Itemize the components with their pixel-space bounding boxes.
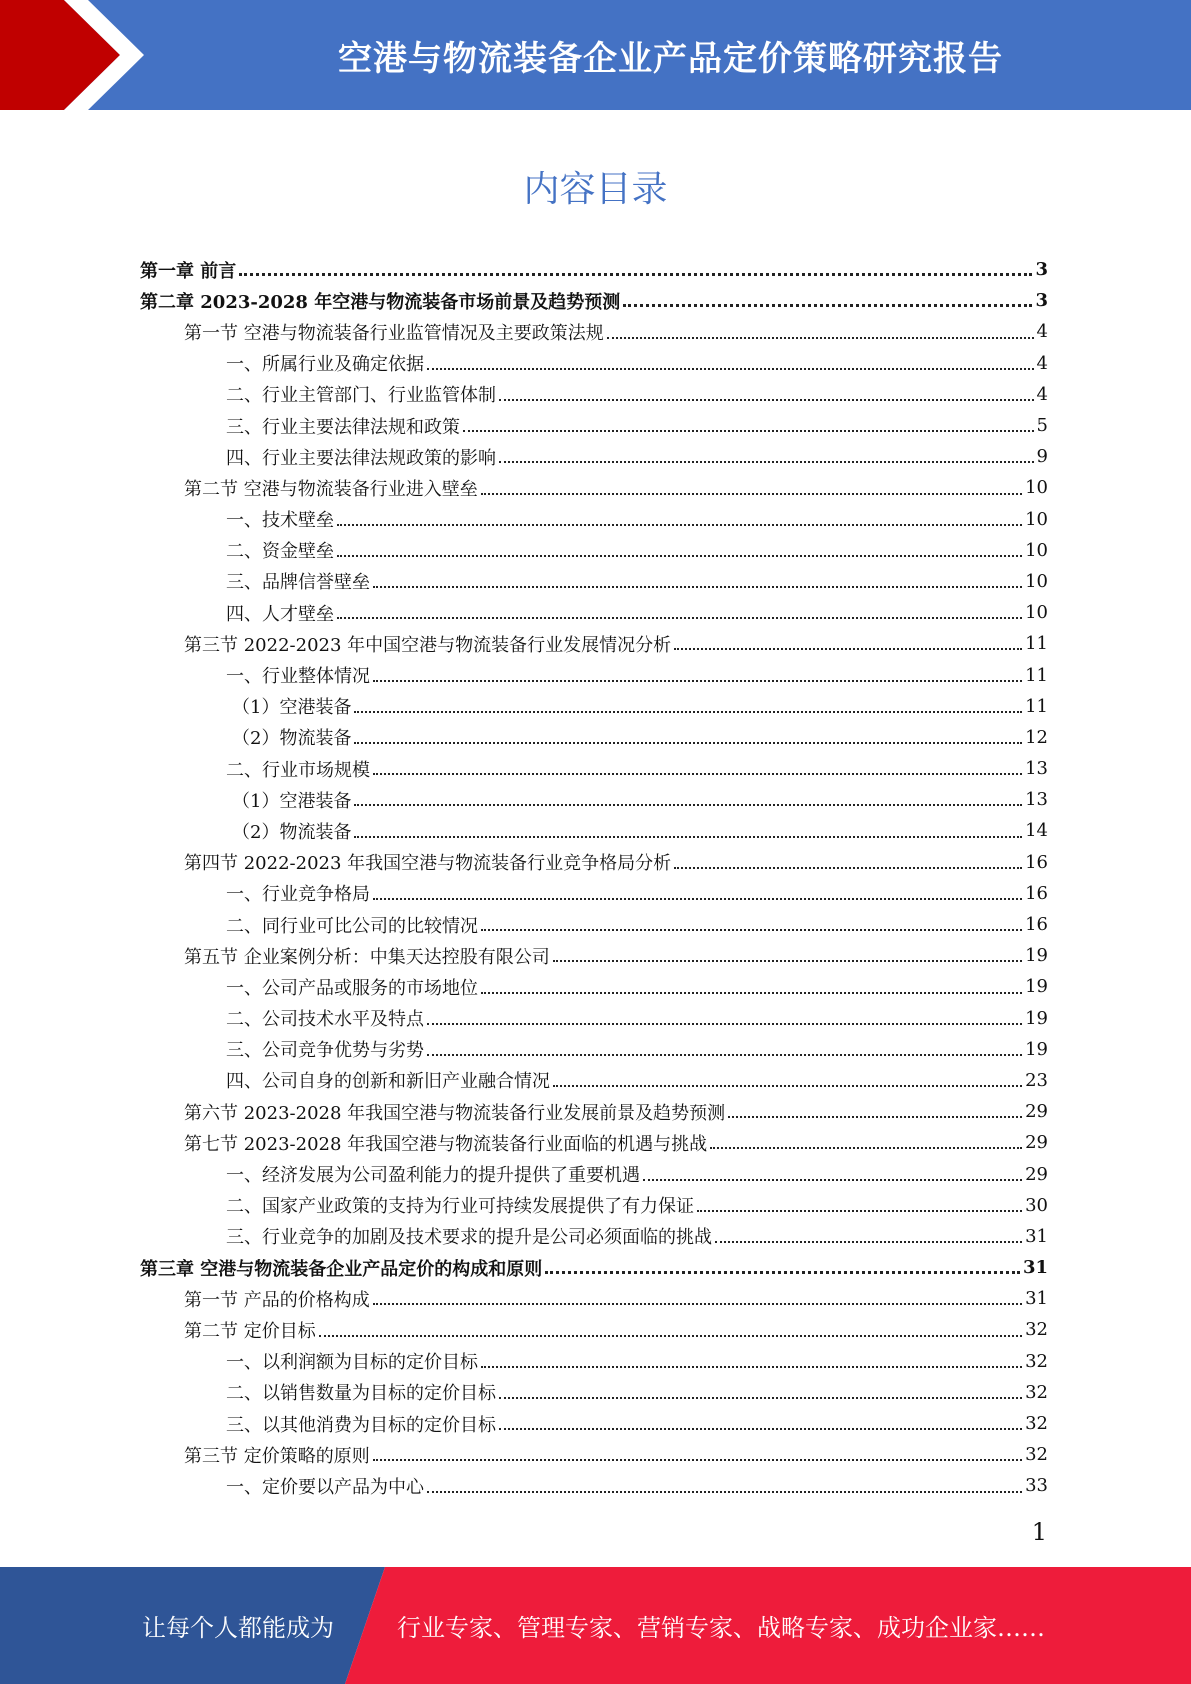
toc-dot-leader (499, 1428, 1022, 1430)
toc-entry-page: 32 (1025, 1444, 1048, 1466)
toc-entry-label: 第二节 空港与物流装备行业进入壁垒 (184, 478, 478, 500)
toc-entry-label: 第三节 2022-2023 年中国空港与物流装备行业发展情况分析 (184, 634, 672, 656)
toc-entry-label: 三、行业竞争的加剧及技术要求的提升是公司必须面临的挑战 (226, 1227, 712, 1249)
toc-entry-page: 19 (1025, 945, 1048, 967)
toc-entry-page: 10 (1025, 508, 1048, 530)
toc-entry-page: 3 (1035, 259, 1048, 281)
toc-dot-leader (545, 1271, 1020, 1274)
toc-dot-leader (715, 1241, 1022, 1243)
page-number: 1 (1031, 1518, 1047, 1546)
toc-entry-label: 二、同行业可比公司的比较情况 (226, 915, 478, 937)
toc-dot-leader (607, 337, 1034, 339)
chevron-arrow-icon (0, 0, 160, 110)
toc-entry[interactable] (140, 254, 1048, 285)
toc-entry-page: 31 (1025, 1225, 1048, 1247)
toc-dot-leader (373, 1459, 1022, 1461)
toc-dot-leader (337, 617, 1022, 619)
toc-dot-leader (499, 1397, 1022, 1399)
toc-dot-leader (427, 1023, 1022, 1025)
toc-entry-label: 一、公司产品或服务的市场地位 (226, 977, 478, 999)
toc-entry-label: 第二节 定价目标 (184, 1320, 316, 1342)
toc-heading: 内容目录 (523, 169, 668, 210)
toc-dot-leader (481, 1366, 1022, 1368)
toc-entry-page: 10 (1025, 602, 1048, 624)
toc-entry[interactable] (140, 1470, 1048, 1501)
toc-entry[interactable] (140, 285, 1048, 316)
toc-entry[interactable] (140, 971, 1048, 1002)
toc-entry-label: 第四节 2022-2023 年我国空港与物流装备行业竞争格局分析 (184, 853, 672, 875)
toc-entry-page: 30 (1025, 1194, 1048, 1216)
toc-entry-page: 16 (1025, 914, 1048, 936)
toc-entry-page: 29 (1025, 1132, 1048, 1154)
toc-entry-page: 13 (1025, 758, 1048, 780)
toc-dot-leader (337, 555, 1022, 557)
toc-dot-leader (710, 1147, 1022, 1149)
toc-dot-leader (354, 804, 1022, 806)
toc-entry-label: 三、以其他消费为目标的定价目标 (226, 1414, 496, 1436)
toc-dot-leader (373, 586, 1022, 588)
toc-entry-label: 三、行业主要法律法规和政策 (226, 416, 460, 438)
toc-entry-page: 19 (1025, 976, 1048, 998)
toc-entry[interactable] (140, 1283, 1048, 1314)
toc-entry-label: 二、以销售数量为目标的定价目标 (226, 1383, 496, 1405)
toc-entry-label: 一、行业竞争格局 (226, 884, 370, 906)
toc-entry[interactable] (140, 566, 1048, 597)
toc-entry[interactable] (140, 909, 1048, 940)
toc-entry[interactable] (140, 628, 1048, 659)
toc-dot-leader (427, 1054, 1022, 1056)
toc-dot-leader (239, 273, 1032, 276)
toc-dot-leader (427, 368, 1034, 370)
toc-entry-page: 4 (1036, 383, 1048, 405)
toc-entry[interactable] (140, 753, 1048, 784)
toc-entry-label: 第一节 产品的价格构成 (184, 1289, 370, 1311)
toc-entry-label: （2）物流装备 (232, 728, 352, 750)
toc-entry-label: 第一节 空港与物流装备行业监管情况及主要政策法规 (184, 322, 604, 344)
toc-dot-leader (481, 929, 1022, 931)
toc-entry-label: 四、人才壁垒 (226, 603, 334, 625)
toc-dot-leader (697, 1210, 1022, 1212)
toc-dot-leader (463, 430, 1034, 432)
toc-entry[interactable] (140, 1034, 1048, 1065)
toc-entry-label: 二、资金壁垒 (226, 541, 334, 563)
toc-entry-page: 4 (1036, 352, 1048, 374)
toc-entry[interactable] (140, 940, 1048, 971)
toc-entry[interactable] (140, 784, 1048, 815)
toc-entry-page: 29 (1025, 1163, 1048, 1185)
toc-entry-label: （1）空港装备 (232, 697, 352, 719)
toc-entry[interactable] (140, 847, 1048, 878)
toc-entry[interactable] (140, 659, 1048, 690)
toc-entry[interactable] (140, 691, 1048, 722)
toc-entry-page: 32 (1025, 1350, 1048, 1372)
toc-entry-label: 二、国家产业政策的支持为行业可持续发展提供了有力保证 (226, 1196, 694, 1218)
toc-entry[interactable] (140, 1377, 1048, 1408)
report-title: 空港与物流装备企业产品定价策略研究报告 (338, 38, 1003, 79)
toc-entry-label: 一、行业整体情况 (226, 666, 370, 688)
toc-dot-leader (728, 1116, 1022, 1118)
toc-entry[interactable] (140, 535, 1048, 566)
toc-entry-page: 14 (1025, 820, 1048, 842)
toc-entry-page: 19 (1025, 1038, 1048, 1060)
toc-entry[interactable] (140, 1221, 1048, 1252)
toc-entry[interactable] (140, 348, 1048, 379)
toc-dot-leader (373, 1303, 1022, 1305)
table-of-contents (140, 254, 1048, 1502)
toc-entry-page: 16 (1025, 851, 1048, 873)
toc-entry-page: 10 (1025, 477, 1048, 499)
toc-entry[interactable] (140, 316, 1048, 347)
toc-entry-label: 一、所属行业及确定依据 (226, 354, 424, 376)
toc-entry-page: 16 (1025, 882, 1048, 904)
toc-entry-page: 29 (1025, 1101, 1048, 1123)
toc-entry[interactable] (140, 1190, 1048, 1221)
toc-entry-page: 11 (1025, 695, 1048, 717)
toc-entry-page: 31 (1025, 1288, 1048, 1310)
toc-entry-page: 9 (1036, 446, 1048, 468)
toc-entry-label: 四、行业主要法律法规政策的影响 (226, 447, 496, 469)
toc-entry-page: 32 (1025, 1413, 1048, 1435)
toc-dot-leader (499, 461, 1034, 463)
toc-entry-label: 第五节 企业案例分析：中集天达控股有限公司 (184, 946, 550, 968)
toc-entry-label: 三、公司竞争优势与劣势 (226, 1040, 424, 1062)
toc-entry-page: 23 (1025, 1069, 1048, 1091)
toc-entry-page: 31 (1022, 1257, 1048, 1279)
toc-entry-page: 12 (1025, 726, 1048, 748)
toc-entry[interactable] (140, 1127, 1048, 1158)
toc-entry-label: 第七节 2023-2028 年我国空港与物流装备行业面临的机遇与挑战 (184, 1133, 708, 1155)
toc-dot-leader (354, 742, 1022, 744)
toc-dot-leader (553, 1085, 1022, 1087)
toc-entry[interactable] (140, 878, 1048, 909)
toc-dot-leader (481, 992, 1022, 994)
header-banner (0, 0, 1191, 110)
toc-dot-leader (373, 773, 1022, 775)
toc-entry-page: 4 (1036, 321, 1048, 343)
toc-entry[interactable] (140, 1096, 1048, 1127)
toc-dot-leader (643, 1179, 1022, 1181)
toc-entry[interactable] (140, 1158, 1048, 1189)
toc-dot-leader (674, 867, 1022, 869)
toc-entry-label: （2）物流装备 (232, 821, 352, 843)
toc-entry[interactable] (140, 441, 1048, 472)
toc-entry-label: 一、经济发展为公司盈利能力的提升提供了重要机遇 (226, 1165, 640, 1187)
toc-entry-label: 二、公司技术水平及特点 (226, 1009, 424, 1031)
toc-dot-leader (354, 836, 1022, 838)
toc-entry-label: 一、技术壁垒 (226, 510, 334, 532)
toc-dot-leader (674, 648, 1022, 650)
footer-slogan-left: 让每个人都能成为 (142, 1614, 334, 1642)
toc-entry[interactable] (140, 597, 1048, 628)
toc-entry-label: 第二章 2023-2028 年空港与物流装备市场前景及趋势预测 (140, 291, 621, 313)
toc-entry[interactable] (140, 1252, 1048, 1283)
toc-dot-leader (623, 304, 1032, 307)
toc-entry-label: 一、定价要以产品为中心 (226, 1476, 424, 1498)
toc-entry-label: 第三节 定价策略的原则 (184, 1445, 370, 1467)
toc-entry-label: 一、以利润额为目标的定价目标 (226, 1352, 478, 1374)
toc-dot-leader (427, 1491, 1022, 1493)
toc-entry-page: 33 (1025, 1475, 1048, 1497)
toc-entry-page: 5 (1036, 415, 1048, 437)
toc-entry-label: （1）空港装备 (232, 790, 352, 812)
toc-dot-leader (481, 493, 1022, 495)
toc-entry[interactable] (140, 379, 1048, 410)
toc-entry-label: 第三章 空港与物流装备企业产品定价的构成和原则 (140, 1258, 543, 1280)
toc-entry-page: 10 (1025, 539, 1048, 561)
toc-dot-leader (337, 524, 1022, 526)
toc-entry[interactable] (140, 472, 1048, 503)
toc-dot-leader (319, 1335, 1022, 1337)
toc-entry[interactable] (140, 1065, 1048, 1096)
toc-dot-leader (373, 680, 1022, 682)
toc-entry-label: 第六节 2023-2028 年我国空港与物流装备行业发展前景及趋势预测 (184, 1102, 726, 1124)
toc-entry[interactable] (140, 815, 1048, 846)
toc-entry-page: 11 (1025, 664, 1048, 686)
toc-entry-label: 第一章 前言 (140, 260, 237, 282)
toc-entry-page: 11 (1025, 633, 1048, 655)
toc-entry-label: 四、公司自身的创新和新旧产业融合情况 (226, 1071, 550, 1093)
toc-dot-leader (354, 711, 1022, 713)
toc-entry[interactable] (140, 722, 1048, 753)
toc-entry-page: 19 (1025, 1007, 1048, 1029)
toc-entry-label: 二、行业主管部门、行业监管体制 (226, 385, 496, 407)
toc-entry-page: 32 (1025, 1319, 1048, 1341)
toc-dot-leader (373, 898, 1022, 900)
toc-entry[interactable] (140, 1003, 1048, 1034)
footer-slogan-right: 行业专家、管理专家、营销专家、战略专家、成功企业家…… (397, 1614, 1045, 1642)
toc-entry-page: 3 (1035, 290, 1048, 312)
footer-banner (0, 1567, 1191, 1684)
toc-entry[interactable] (140, 1314, 1048, 1345)
toc-entry[interactable] (140, 1408, 1048, 1439)
toc-entry[interactable] (140, 410, 1048, 441)
toc-entry-page: 13 (1025, 789, 1048, 811)
toc-entry-page: 10 (1025, 570, 1048, 592)
toc-dot-leader (499, 399, 1034, 401)
toc-entry[interactable] (140, 504, 1048, 535)
toc-entry[interactable] (140, 1346, 1048, 1377)
toc-entry-page: 32 (1025, 1381, 1048, 1403)
toc-dot-leader (553, 960, 1022, 962)
toc-entry[interactable] (140, 1439, 1048, 1470)
toc-entry-label: 三、品牌信誉壁垒 (226, 572, 370, 594)
toc-entry-label: 二、行业市场规模 (226, 759, 370, 781)
